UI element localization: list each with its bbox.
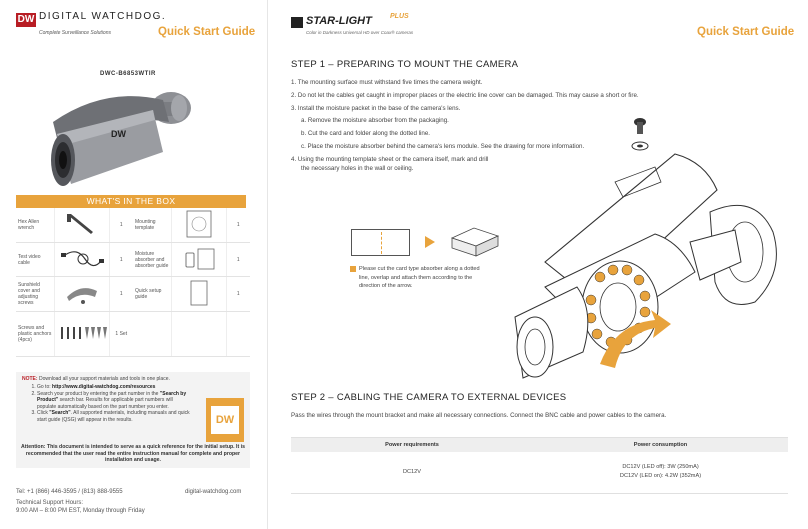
- item-qty: 1: [109, 277, 133, 312]
- step1-item-3: 3. Install the moisture packet in the base of the camera's lens.: [291, 105, 461, 112]
- left-header-title: Quick Start Guide: [158, 26, 256, 38]
- item-name: Quick setup guide: [133, 277, 171, 312]
- item-name: Hex Allen wrench: [16, 208, 54, 243]
- dotted-cut-line: [381, 232, 382, 254]
- bullet-camera-image: [45, 82, 205, 195]
- step1-item-4: 4. Using the mounting template sheet or the camera itself, mark and drill: [291, 156, 489, 163]
- power-requirement-value: DC12V: [291, 452, 533, 494]
- item-qty: 1 Set: [109, 312, 133, 357]
- step2-description: Pass the wires through the mount bracket and make all necessary connections. Connect the BNC cable and power cables to the camera.: [291, 412, 667, 419]
- footer-website-link[interactable]: digital-watchdog.com: [185, 489, 242, 495]
- consumption-led-off: DC12V (LED off): 3W (250mA): [622, 464, 699, 471]
- arrow-right-icon: [425, 236, 435, 248]
- step-text: Click: [37, 410, 50, 416]
- table-row: [291, 452, 788, 494]
- table-row: [16, 208, 250, 243]
- item-qty: 1: [109, 208, 133, 243]
- screws-icon: [54, 312, 109, 357]
- resources-link[interactable]: http://www.digital-watchdog.com/resources: [52, 384, 156, 390]
- table-row: [16, 243, 250, 277]
- item-qty: [226, 312, 250, 357]
- bullet-square-icon: [350, 266, 356, 272]
- step1-subitem-c: c. Place the moisture absorber behind the camera's lens module. See the drawing for more information.: [301, 143, 585, 150]
- moisture-absorber-icon: [171, 243, 226, 277]
- flat-absorber-card: [351, 229, 410, 256]
- note-steps: [30, 384, 190, 423]
- step-text: . All supported materials, including manuals and quick start guide (QSG) will appear in the results.: [37, 410, 190, 423]
- list-item: [37, 391, 190, 411]
- note-text: Download all your support materials and tools in one place.: [37, 376, 170, 382]
- step2-title: STEP 2 – CABLING THE CAMERA TO EXTERNAL DEVICES: [291, 392, 567, 403]
- power-table: [291, 437, 788, 494]
- starlight-mark-icon: [291, 17, 303, 28]
- consumption-led-on: DC12V (LED on): 4.2W (352mA): [619, 473, 702, 480]
- screw-icon: [634, 118, 646, 134]
- item-name: Mounting template: [133, 208, 171, 243]
- item-qty: 1: [109, 243, 133, 277]
- qr-code[interactable]: [206, 398, 244, 442]
- step1-item-2: 2. Do not let the cables get caught in improper places or the electric line cover can be damaged. This may cause a short or fire.: [291, 92, 639, 99]
- power-consumption-cell: [533, 452, 788, 494]
- sunshield-icon: [54, 277, 109, 312]
- item-name: Sunshield cover and adjusting screws: [16, 277, 54, 312]
- attention-notice: Attention: This document is intended to serve as a quick reference for the initial setup. It is recommended that the user read the entire instruction manual for complete and proper installation and usage.: [21, 444, 245, 463]
- starlight-plus: PLUS: [390, 13, 409, 20]
- box-contents-table: [16, 208, 250, 357]
- item-name: Screws and plastic anchors (4pcs): [16, 312, 54, 357]
- qr-logo: DW: [211, 406, 239, 434]
- step-emphasis: "Search by Product": [37, 390, 187, 403]
- table-row: [16, 312, 250, 357]
- item-name: [133, 312, 171, 357]
- step-text: search bar. Results for applicable part numbers will populate automatically based on the part number you enter.: [37, 397, 173, 410]
- right-header-title: Quick Start Guide: [697, 26, 795, 38]
- list-item: [37, 410, 190, 423]
- footer-support-label: Technical Support Hours:: [16, 500, 84, 506]
- svg-text:DW: DW: [111, 129, 126, 139]
- brand-name: DIGITAL WATCHDOG.: [39, 11, 167, 22]
- digital-watchdog-logo: [16, 11, 167, 41]
- footer-telephone: Tel: +1 (866) 446-3595 / (813) 888-9555: [16, 489, 123, 495]
- setup-guide-icon: [171, 277, 226, 312]
- video-cable-icon: [54, 243, 109, 277]
- item-name: Moisture absorber and absorber guide: [133, 243, 171, 277]
- item-name: Test video cable: [16, 243, 54, 277]
- step1-title: STEP 1 – PREPARING TO MOUNT THE CAMERA: [291, 59, 519, 70]
- step-emphasis: "Search": [49, 410, 71, 416]
- header-power-consumption: Power consumption: [533, 438, 788, 452]
- step-text: Go to:: [37, 384, 53, 390]
- washer-icon: [632, 142, 648, 150]
- step-text: Search your product by entering the part number in the: [37, 390, 160, 397]
- empty-cell: [171, 312, 226, 357]
- cut-instruction-text: Please cut the card type absorber along a dotted line, overlap and attach them according to the direction of the arrow.: [359, 266, 480, 289]
- whats-in-the-box-title: WHAT'S IN THE BOX: [16, 195, 246, 208]
- table-header-row: [291, 438, 788, 452]
- brand-tagline: Complete Surveillance Solutions: [39, 30, 111, 36]
- model-number: DWC-B6853WTIR: [100, 71, 156, 77]
- starlight-plus-logo: [291, 13, 431, 41]
- footer-support-hours: 9:00 AM – 8:00 PM EST, Monday through Friday: [16, 508, 145, 514]
- step1-item-4-cont: the necessary holes in the wall or ceiling.: [301, 165, 414, 172]
- step1-item-1: 1. The mounting surface must withstand five times the camera weight.: [291, 79, 483, 86]
- step1-subitem-b: b. Cut the card and folder along the dotted line.: [301, 130, 430, 137]
- camera-installation-diagram: [505, 112, 795, 395]
- hex-wrench-icon: [54, 208, 109, 243]
- folded-absorber-card: [450, 224, 500, 265]
- starlight-tagline: Color in Darkness Universal HD over Coax® cameras: [306, 30, 414, 35]
- item-qty: 1: [226, 243, 250, 277]
- step1-subitem-a: a. Remove the moisture absorber from the packaging.: [301, 117, 449, 124]
- item-qty: 1: [226, 277, 250, 312]
- left-panel: [0, 0, 268, 529]
- header-power-requirements: Power requirements: [291, 438, 533, 452]
- starlight-name: STAR-LIGHT: [306, 15, 372, 27]
- item-qty: 1: [226, 208, 250, 243]
- note-label: NOTE:: [22, 376, 38, 382]
- mounting-template-icon: [171, 208, 226, 243]
- table-row: [16, 277, 250, 312]
- note-heading: [22, 376, 244, 382]
- dw-badge: DW: [17, 14, 35, 25]
